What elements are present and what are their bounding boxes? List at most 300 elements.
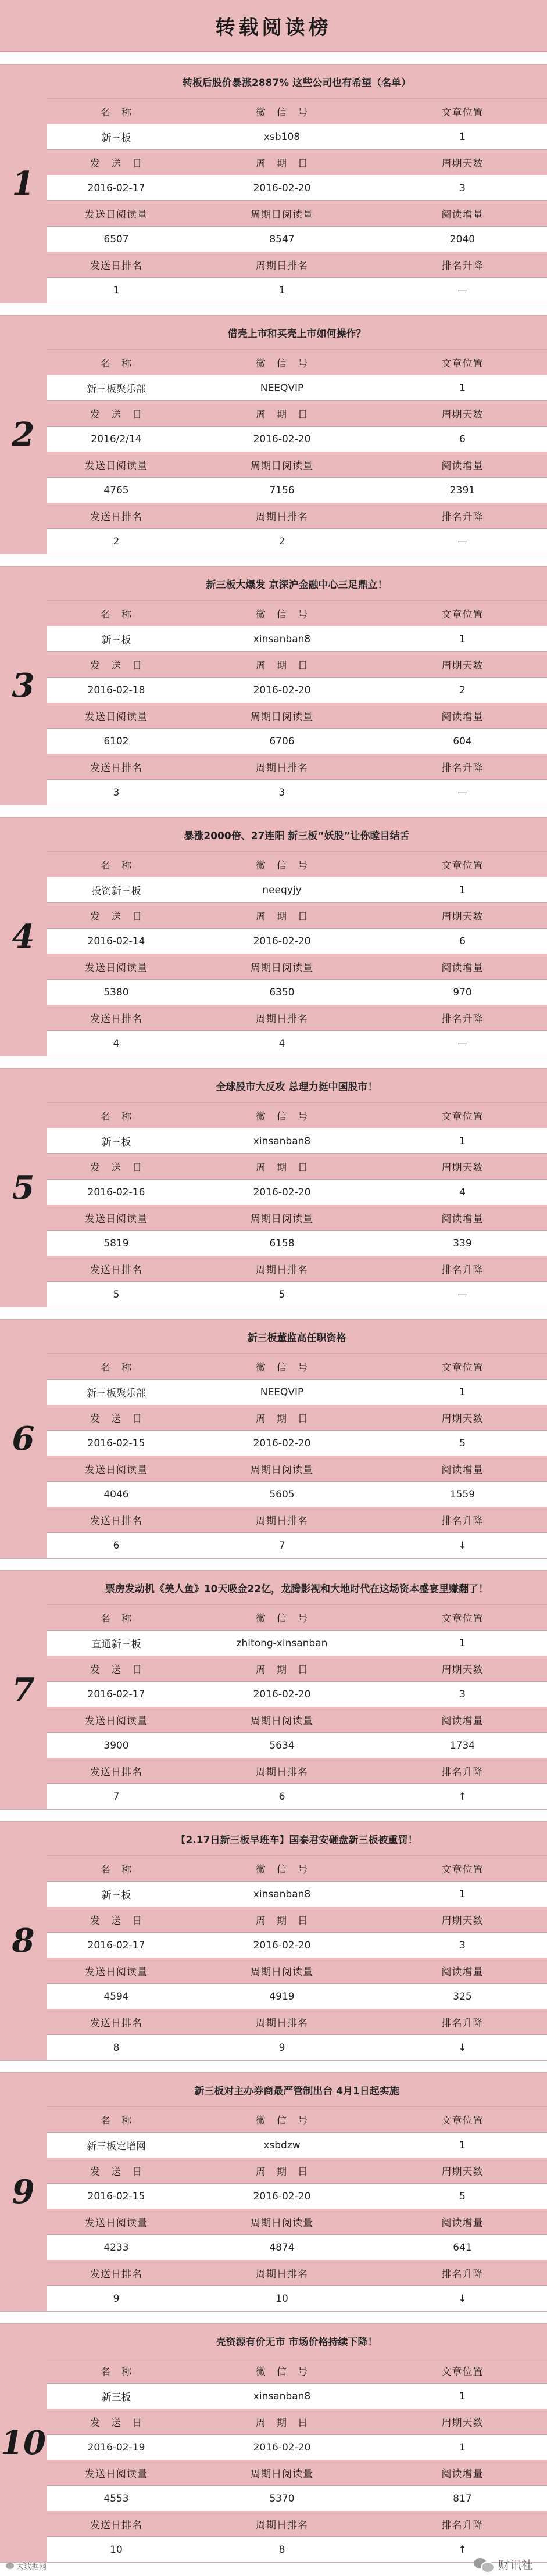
label-row-date [47,902,547,928]
value-row-name [47,626,547,651]
page-header [0,0,547,52]
field-label: 发送日排名 [90,260,142,272]
field-value: 5605 [269,1488,295,1500]
article-title[interactable]: 暴涨2000倍、27连阳 新三板“妖股”让你瞠目结舌 [184,830,410,842]
field-label: 周期日阅读量 [251,460,313,472]
field-value: ↑ [458,1790,467,1803]
field-value: 5 [459,1437,466,1449]
rank-entry [0,817,547,1056]
field-label: 发送日阅读量 [85,2468,148,2480]
field-value: 970 [453,986,472,998]
field-label: 发 送 日 [90,1664,142,1676]
entry-card [47,818,547,1056]
field-value: 2040 [449,233,476,245]
label-row-date [47,1153,547,1179]
field-label: 发送日阅读量 [85,1464,148,1476]
field-value: 4 [278,1037,285,1049]
field-value: NEEQVIP [260,1386,304,1398]
value-row-name [47,2383,547,2409]
field-value: — [457,535,467,547]
rank-number: 8 [12,1922,35,1960]
entry-card [47,567,547,805]
field-value: — [457,1288,467,1300]
field-label: 发送日排名 [90,1264,142,1276]
label-row-name [47,1102,547,1128]
field-value: 8547 [269,233,295,245]
field-label: 周 期 日 [256,409,308,421]
field-value: zhitong-xinsanban [236,1637,328,1649]
field-value: 7156 [269,484,295,496]
field-label: 发送日排名 [90,1767,142,1778]
field-label: 文章位置 [441,107,484,119]
entry-card [47,2073,547,2311]
field-label: 周期天数 [441,1664,484,1676]
label-row-date [47,2409,547,2434]
ranking-list [0,64,547,2563]
label-row-date [47,400,547,426]
field-value: 3 [278,786,285,798]
field-label: 发送日阅读量 [85,2217,148,2229]
label-row-reads [47,2209,547,2234]
label-row-reads [47,1205,547,1230]
field-label: 周 期 日 [256,911,308,923]
field-value: 339 [453,1237,472,1249]
label-row-rank [47,503,547,528]
entry-card [47,1320,547,1558]
field-value: 1559 [449,1488,476,1500]
label-row-reads [47,2460,547,2485]
field-value: 1 [459,1386,466,1398]
field-value: 1 [459,1637,466,1649]
field-label: 名 称 [101,1613,132,1625]
field-value: 6 [113,1539,120,1552]
field-label: 名 称 [101,358,132,370]
field-value: ↓ [458,2292,467,2305]
field-value: 2 [113,535,120,547]
value-row-date [47,1681,547,1707]
field-value: 9 [113,2292,120,2305]
field-label: 周 期 日 [256,1915,308,1927]
field-label: 周期日排名 [256,2018,308,2029]
rank-entry [0,1319,547,1559]
field-value: 1 [459,2139,466,2151]
field-value: 6507 [103,233,129,245]
label-row-reads [47,452,547,477]
field-value: 2016-02-20 [253,935,311,947]
field-value: 2016-02-20 [253,433,311,445]
field-value: 5380 [103,986,129,998]
field-label: 周期天数 [441,1915,484,1927]
field-value: 1 [459,2441,466,2453]
field-label: 周期日排名 [256,2269,308,2280]
rank-number: 2 [12,415,35,454]
field-value: 2016-02-15 [87,1437,145,1449]
label-row-rank [47,1005,547,1030]
field-value: 2016-02-16 [87,1186,145,1198]
field-value: 2016-02-20 [253,2441,311,2453]
field-value: 直通新三板 [91,1639,141,1650]
field-value: 8 [278,2543,285,2556]
field-label: 排名升降 [441,2269,484,2280]
field-label: 发送日阅读量 [85,1213,148,1225]
value-row-reads [47,1230,547,1256]
field-label: 周期日阅读量 [251,1464,313,1476]
label-row-date [47,2158,547,2183]
value-row-reads [47,979,547,1005]
field-label: 发送日阅读量 [85,962,148,974]
label-row-date [47,1405,547,1430]
field-label: 微 信 号 [256,107,308,119]
field-value: 新三板 [101,635,131,646]
field-label: 发送日排名 [90,1013,142,1025]
label-row-rank [47,1256,547,1281]
field-value: 2016-02-20 [253,1939,311,1951]
field-label: 名 称 [101,107,132,119]
field-value: 6350 [269,986,295,998]
article-title[interactable]: 借壳上市和买壳上市如何操作？ [227,328,366,340]
field-value: 6102 [103,735,129,747]
article-title[interactable]: 新三板董监高任职资格 [247,1332,346,1344]
field-label: 周 期 日 [256,1664,308,1676]
rank-number: 1 [12,164,35,203]
field-value: 6 [278,1790,285,1803]
value-row-reads [47,728,547,754]
field-label: 发送日排名 [90,511,142,523]
field-value: 1734 [449,1739,476,1751]
label-row-rank [47,754,547,779]
field-label: 周期日阅读量 [251,1213,313,1225]
entry-card [47,2324,547,2562]
field-label: 发送日阅读量 [85,711,148,723]
field-label: 文章位置 [441,1864,484,1876]
label-row-reads [47,703,547,728]
field-label: 发送日阅读量 [85,209,148,221]
footer-brand [474,2556,533,2573]
field-value: 2 [278,535,285,547]
field-label: 微 信 号 [256,609,308,621]
field-value: 1 [459,1135,466,1147]
rank-entry [0,1821,547,2061]
field-label: 周期日阅读量 [251,2217,313,2229]
field-value: 2016-02-19 [87,2441,145,2453]
field-label: 微 信 号 [256,358,308,370]
value-row-name [47,2132,547,2158]
field-label: 文章位置 [441,609,484,621]
footer-watermark-text: 大数据网 [16,2563,47,2571]
rank-entry [0,315,547,554]
value-row-name [47,1379,547,1405]
field-value: 2016-02-17 [87,1939,145,1951]
value-row-date [47,2183,547,2209]
value-row-name [47,1630,547,1656]
field-value: 新三板定增网 [87,2141,146,2152]
label-row-rank [47,252,547,277]
rank-entry [0,2323,547,2563]
field-label: 文章位置 [441,860,484,872]
label-row-date [47,651,547,677]
field-label: 发 送 日 [90,409,142,421]
field-label: 文章位置 [441,1362,484,1374]
field-label: 周期天数 [441,2417,484,2429]
value-row-rank [47,2034,547,2060]
field-label: 发送日阅读量 [85,1966,148,1978]
field-value: ↓ [458,2041,467,2054]
label-row-name [47,600,547,626]
field-label: 周期天数 [441,1413,484,1425]
field-label: 发送日阅读量 [85,460,148,472]
field-label: 排名升降 [441,2018,484,2029]
field-value: 2016-02-20 [253,182,311,194]
field-label: 微 信 号 [256,2366,308,2378]
entry-card [47,1822,547,2060]
field-value: 6 [459,935,466,947]
label-row-date [47,1907,547,1932]
label-row-name [47,1855,547,1881]
value-row-name [47,877,547,902]
field-label: 周期日排名 [256,511,308,523]
label-row-reads [47,1958,547,1983]
value-row-name [47,1128,547,1153]
field-label: 微 信 号 [256,1362,308,1374]
field-value: 新三板聚乐部 [87,1388,146,1399]
field-label: 文章位置 [441,358,484,370]
field-value: xsb108 [263,131,301,143]
field-value: 4765 [103,484,129,496]
field-label: 发 送 日 [90,1915,142,1927]
field-value: 2016-02-14 [87,935,145,947]
field-label: 发送日排名 [90,1515,142,1527]
value-row-date [47,677,547,703]
field-label: 名 称 [101,2366,132,2378]
value-row-rank [47,1783,547,1809]
field-label: 排名升降 [441,1264,484,1276]
field-value: 新三板 [101,1137,131,1148]
article-title[interactable]: 【2.17日新三板早班车】国泰君安砸盘新三板被重罚！ [176,1834,418,1846]
value-row-reads [47,477,547,503]
field-value: 8 [113,2041,120,2054]
field-label: 阅读增量 [441,209,484,221]
field-value: 5 [459,2190,466,2202]
field-label: 排名升降 [441,511,484,523]
article-title[interactable]: 新三板对主办券商最严管制出台 4月1日起实施 [194,2085,399,2097]
field-label: 周期日排名 [256,2520,308,2531]
field-value: ↑ [458,2543,467,2556]
value-row-date [47,928,547,954]
field-label: 周期日排名 [256,260,308,272]
field-label: 名 称 [101,1362,132,1374]
label-row-rank [47,1758,547,1783]
field-label: 周期日阅读量 [251,2468,313,2480]
field-label: 周 期 日 [256,2166,308,2178]
label-row-date [47,1656,547,1681]
field-value: 2016-02-17 [87,1688,145,1700]
field-label: 文章位置 [441,2115,484,2127]
field-label: 周期日阅读量 [251,209,313,221]
field-value: 5819 [103,1237,129,1249]
field-value: xinsanban8 [253,633,311,645]
rank-number: 5 [12,1169,35,1207]
value-row-rank [47,1532,547,1558]
label-row-reads [47,1707,547,1732]
field-value: 2016/2/14 [91,433,142,445]
field-label: 周期日排名 [256,1515,308,1527]
field-value: 817 [453,2492,472,2505]
article-title[interactable]: 转板后股价暴涨2887% 这些公司也有希望（名单） [182,77,412,89]
field-value: 1 [113,284,120,296]
field-label: 周期日阅读量 [251,1966,313,1978]
field-value: 2016-02-18 [87,684,145,696]
field-value: 3900 [103,1739,129,1751]
label-row-name [47,349,547,375]
field-label: 周期日阅读量 [251,711,313,723]
field-label: 周 期 日 [256,1413,308,1425]
value-row-rank [47,2536,547,2562]
value-row-date [47,1179,547,1205]
field-value: 3 [113,786,120,798]
label-row-name [47,1353,547,1379]
field-label: 排名升降 [441,1767,484,1778]
value-row-reads [47,1983,547,2009]
label-row-date [47,149,547,175]
field-label: 文章位置 [441,1111,484,1123]
field-value: 5 [113,1288,120,1300]
article-title[interactable]: 全球股市大反攻 总理力挺中国股市！ [216,1081,378,1093]
rank-number: 10 [1,2424,46,2462]
value-row-date [47,1932,547,1958]
field-value: 9 [278,2041,285,2054]
label-row-name [47,2358,547,2383]
value-row-rank [47,779,547,805]
field-value: ↓ [458,1539,467,1552]
field-value: — [457,1037,467,1049]
label-row-rank [47,2009,547,2034]
field-value: 新三板 [101,2392,131,2403]
field-label: 周期天数 [441,409,484,421]
field-label: 名 称 [101,2115,132,2127]
field-label: 发送日排名 [90,2269,142,2280]
field-label: 周 期 日 [256,1162,308,1174]
footer-brand-text: 财讯社 [498,2558,533,2572]
field-label: 周期天数 [441,660,484,672]
label-row-name [47,851,547,877]
field-label: 周期日排名 [256,762,308,774]
field-label: 周 期 日 [256,2417,308,2429]
wechat-icon [474,2557,494,2572]
field-label: 名 称 [101,860,132,872]
field-value: 604 [453,735,472,747]
field-value: 1 [459,382,466,394]
rank-number: 3 [12,667,35,705]
field-value: 325 [453,1990,472,2002]
field-value: 6706 [269,735,295,747]
field-value: 2 [459,684,466,696]
field-value: 1 [459,884,466,896]
field-label: 名 称 [101,1864,132,1876]
field-value: 7 [278,1539,285,1552]
field-label: 发送日阅读量 [85,1715,148,1727]
label-row-name [47,98,547,124]
wechat-small-icon [6,2563,14,2569]
field-value: 10 [110,2543,123,2556]
field-value: 2391 [449,484,476,496]
article-title[interactable]: 壳资源有价无市 市场价格持续下降！ [216,2336,378,2348]
entry-card [47,1069,547,1307]
field-value: 2016-02-17 [87,182,145,194]
field-label: 排名升降 [441,2520,484,2531]
field-value: 4553 [103,2492,129,2505]
field-label: 阅读增量 [441,2217,484,2229]
field-value: 4594 [103,1990,129,2002]
field-label: 排名升降 [441,1013,484,1025]
field-value: 4 [113,1037,120,1049]
field-value: 2016-02-15 [87,2190,145,2202]
field-label: 周期天数 [441,2166,484,2178]
field-value: 4 [459,1186,466,1198]
value-row-name [47,124,547,149]
field-value: 2016-02-20 [253,684,311,696]
field-label: 周期日阅读量 [251,1715,313,1727]
field-label: 阅读增量 [441,711,484,723]
value-row-rank [47,2285,547,2311]
value-row-rank [47,277,547,303]
value-row-date [47,2434,547,2460]
field-label: 阅读增量 [441,962,484,974]
field-label: 微 信 号 [256,1111,308,1123]
field-value: xsbdzw [263,2139,301,2151]
field-value: — [457,786,467,798]
field-value: 3 [459,182,466,194]
rank-number: 9 [12,2173,35,2211]
field-value: — [457,284,467,296]
label-row-rank [47,1507,547,1532]
field-label: 发 送 日 [90,911,142,923]
field-value: 4046 [103,1488,129,1500]
field-value: 新三板 [101,1890,131,1901]
field-value: NEEQVIP [260,382,304,394]
field-value: 新三板 [101,132,131,144]
field-label: 发 送 日 [90,2166,142,2178]
value-row-reads [47,226,547,252]
label-row-name [47,2106,547,2132]
field-value: 7 [113,1790,120,1803]
rank-entry [0,2072,547,2312]
field-label: 文章位置 [441,2366,484,2378]
field-label: 发送日排名 [90,762,142,774]
field-value: 3 [459,1688,466,1700]
rank-number: 6 [12,1420,35,1458]
field-label: 排名升降 [441,1515,484,1527]
field-label: 周期天数 [441,1162,484,1174]
article-title[interactable]: 新三板大爆发 京深沪金融中心三足鼎立！ [206,579,388,591]
value-row-date [47,426,547,452]
field-value: xinsanban8 [253,2390,311,2402]
entry-card [47,1571,547,1809]
footer-watermark [6,2560,47,2571]
field-value: 6 [459,433,466,445]
field-value: 2016-02-20 [253,1688,311,1700]
field-label: 阅读增量 [441,1464,484,1476]
article-title[interactable]: 票房发动机《美人鱼》10天吸金22亿，龙腾影视和大地时代在这场资本盛宴里赚翻了！ [105,1583,489,1595]
value-row-reads [47,1481,547,1507]
field-label: 阅读增量 [441,460,484,472]
field-label: 微 信 号 [256,860,308,872]
rank-entry [0,1570,547,1810]
field-label: 周 期 日 [256,158,308,170]
field-label: 阅读增量 [441,1715,484,1727]
field-value: neeqyjy [262,884,302,896]
field-value: 2016-02-20 [253,1437,311,1449]
field-value: 投资新三板 [91,886,141,897]
